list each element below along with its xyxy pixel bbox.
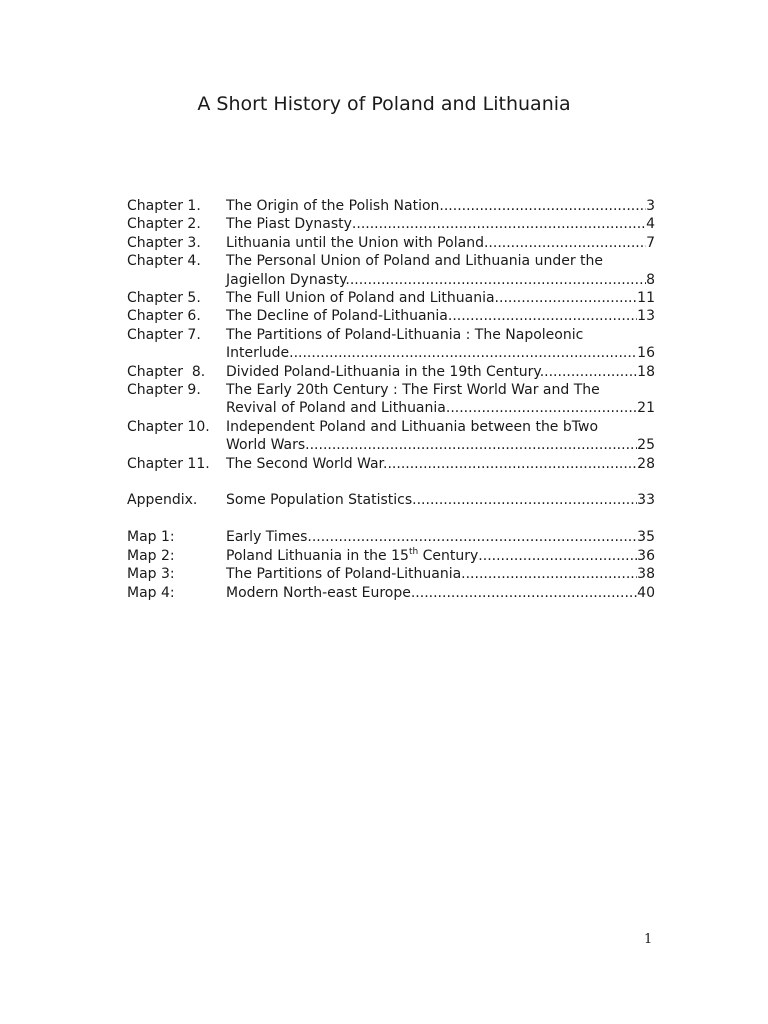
toc-title: Divided Poland-Lithuania in the 19th Century. bbox=[226, 363, 545, 380]
toc-entry-chapter-1[interactable] bbox=[127, 197, 655, 215]
dot-leader bbox=[484, 234, 646, 252]
toc-page-number: 38 bbox=[637, 566, 655, 583]
toc-entry-chapter-5[interactable] bbox=[127, 289, 655, 307]
dot-leader bbox=[544, 363, 637, 381]
toc-title: The Full Union of Poland and Lithuania. bbox=[226, 290, 499, 307]
toc-entry-chapter-11[interactable] bbox=[127, 455, 655, 473]
toc-entry-map-1[interactable] bbox=[127, 528, 655, 546]
toc-title: The Origin of the Polish Nation. bbox=[226, 198, 444, 214]
toc-title: The Early 20th Century : The First World War and The bbox=[226, 382, 600, 399]
toc-title-part: Century bbox=[418, 547, 479, 564]
dot-leader bbox=[499, 289, 637, 307]
toc-page-number: 3 bbox=[646, 198, 655, 214]
dot-leader bbox=[307, 528, 637, 546]
toc-label: Map 3: bbox=[127, 566, 175, 583]
toc-entry-chapter-6[interactable] bbox=[127, 307, 655, 325]
toc-page-number: 13 bbox=[637, 308, 655, 325]
toc-page-number: 25 bbox=[637, 437, 655, 454]
toc-label: Chapter 1. bbox=[127, 198, 201, 214]
toc-title: The Partitions of Poland-Lithuania : The Napoleonic bbox=[226, 326, 584, 343]
toc-title: Some Population Statistics. bbox=[226, 492, 417, 509]
toc-title-continued: World Wars bbox=[226, 437, 306, 454]
toc-entry-chapter-10[interactable] bbox=[127, 418, 655, 455]
toc-label: Chapter 10. bbox=[127, 418, 210, 435]
toc-label: Map 1: bbox=[127, 529, 175, 546]
toc-title: Early Times bbox=[226, 529, 308, 546]
ordinal-superscript: th bbox=[408, 546, 419, 557]
toc-label: Appendix. bbox=[127, 492, 198, 509]
page-number: 1 bbox=[644, 932, 653, 947]
dot-leader bbox=[305, 436, 637, 454]
toc-entry-chapter-7[interactable] bbox=[127, 326, 655, 363]
toc-label: Chapter 5. bbox=[127, 290, 201, 307]
toc-page-number: 8 bbox=[646, 271, 655, 288]
dot-leader bbox=[417, 491, 638, 509]
toc-label: Chapter 6. bbox=[127, 308, 201, 325]
spacer bbox=[127, 510, 655, 528]
dot-leader bbox=[444, 197, 646, 215]
toc-entry-chapter-3[interactable] bbox=[127, 234, 655, 252]
toc-label: Chapter 7. bbox=[127, 326, 201, 343]
toc-label: Map 2: bbox=[127, 547, 175, 564]
toc-label: Chapter 2. bbox=[127, 216, 201, 233]
dot-leader bbox=[350, 271, 646, 289]
toc-page-number: 35 bbox=[637, 529, 655, 546]
toc-page-number: 7 bbox=[646, 234, 655, 251]
toc-entry-appendix[interactable] bbox=[127, 491, 655, 509]
toc-entry-map-2[interactable] bbox=[127, 547, 655, 565]
toc-label: Chapter 9. bbox=[127, 382, 201, 399]
toc-page-number: 16 bbox=[637, 345, 655, 362]
dot-leader bbox=[352, 215, 646, 233]
dot-leader bbox=[461, 565, 637, 583]
toc-page-number: 36 bbox=[637, 547, 655, 564]
toc-page-number: 11 bbox=[637, 290, 655, 307]
spacer bbox=[127, 473, 655, 491]
toc-title: The Piast Dynasty bbox=[226, 216, 352, 233]
toc-label: Chapter 8. bbox=[127, 363, 206, 380]
toc-title: The Partitions of Poland-Lithuania bbox=[226, 566, 462, 583]
toc-title: The Second World War. bbox=[226, 455, 388, 472]
toc-label: Map 4: bbox=[127, 584, 175, 601]
toc-entry-map-3[interactable] bbox=[127, 565, 655, 583]
toc-title: Independent Poland and Lithuania between the bTwo bbox=[226, 418, 599, 435]
toc-entry-chapter-9[interactable] bbox=[127, 381, 655, 418]
table-of-contents bbox=[127, 197, 655, 602]
toc-entry-map-4[interactable] bbox=[127, 584, 655, 602]
toc-label: Chapter 11. bbox=[127, 455, 210, 472]
toc-label: Chapter 3. bbox=[127, 234, 201, 251]
toc-title-continued: Interlude. bbox=[226, 345, 294, 362]
toc-title bbox=[226, 547, 478, 565]
toc-page-number: 40 bbox=[637, 584, 655, 601]
toc-page-number: 18 bbox=[637, 363, 655, 380]
toc-title: The Decline of Poland-Lithuania. bbox=[226, 308, 453, 325]
dot-leader bbox=[294, 344, 638, 362]
toc-title: The Personal Union of Poland and Lithuania under the bbox=[226, 253, 603, 270]
toc-entry-chapter-8[interactable] bbox=[127, 363, 655, 381]
dot-leader bbox=[452, 307, 637, 325]
dot-leader bbox=[387, 455, 637, 473]
dot-leader bbox=[450, 399, 637, 417]
toc-page-number: 21 bbox=[637, 400, 655, 417]
toc-title-part: Poland Lithuania in the 15 bbox=[226, 547, 409, 564]
dot-leader bbox=[411, 584, 637, 602]
toc-title-continued: Jagiellon Dynasty. bbox=[226, 271, 350, 288]
toc-entry-chapter-4[interactable] bbox=[127, 252, 655, 289]
page-title: A Short History of Poland and Lithuania bbox=[197, 93, 571, 115]
toc-title: Lithuania until the Union with Poland bbox=[226, 234, 484, 251]
toc-page-number: 4 bbox=[646, 216, 655, 233]
toc-title: Modern North-east Europe bbox=[226, 584, 411, 601]
toc-entry-chapter-2[interactable] bbox=[127, 215, 655, 233]
toc-title-continued: Revival of Poland and Lithuania. bbox=[226, 400, 451, 417]
toc-label: Chapter 4. bbox=[127, 253, 201, 270]
toc-page-number: 33 bbox=[637, 492, 655, 509]
dot-leader bbox=[478, 547, 637, 565]
toc-page-number: 28 bbox=[637, 455, 655, 472]
